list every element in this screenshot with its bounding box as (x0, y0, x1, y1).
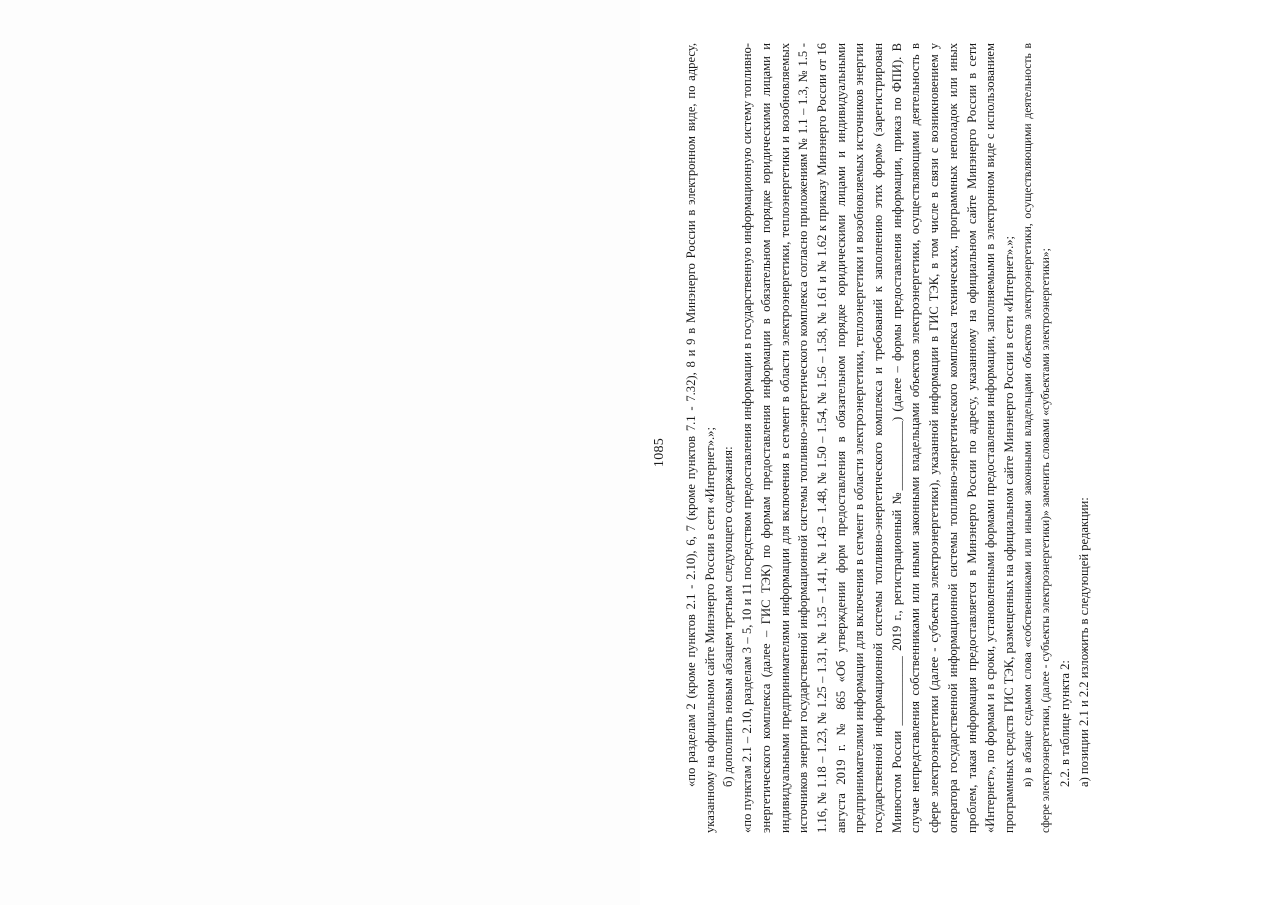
paragraph-positions-2-1-2-2: а) позиции 2.1 и 2.2 изложить в следующей редакции: (1076, 497, 1091, 787)
paragraph-add-third: б) дополнить новым абзацем третьим следующего содержания: (721, 446, 736, 787)
paragraph-schedule-electronic: «по разделам 2 (кроме пунктов 2.1 - 2.10), 6, 7 (кроме пунктов 7.1 - 7.32), 8 и 9 в Минэнерго России в электронном виде, по адресу, указанному на официальном сайте Минэнерго России в сети «Интернет».»; (684, 43, 717, 833)
rotated-page-content (640, 0, 1280, 905)
paragraph-replace-words: в) в абзаце седьмом слова «собственниками или иными законными владельцами объектов электроэнергетики, осуществляющими деятельность в сфере электроэнергетики, (далее - субъекты электроэнергетики)» заменить словами «субъектами электроэнергетики»; (1020, 43, 1053, 833)
page-number: 1085 (652, 437, 667, 468)
paragraph-table-point-2: 2.2. в таблице пункта 2: (1058, 660, 1073, 787)
paragraph-gis-tek: «по пунктам 2.1 – 2.10, разделам 3 – 5, 10 и 11 посредством предоставления информации в государственную информационную систему топливно-энергетического комплекса (далее – ГИС ТЭК) по формам предоставления информации в обязательном порядке юридическими лицами и индивидуальными предпринимателями информации для включения в сегмент в области электроэнергетики, теплоэнергетики и возобновляемых источников энергии государственной информационной системы топливно-энергетического комплекса согласно приложениям № 1.1 – 1.3, № 1.5 - 1.16, № 1.18 – 1.23, № 1.25 – 1.31, № 1.35 – 1.41, № 1.43 – 1.48, № 1.50 – 1.54, № 1.56 – 1.58, № 1.61 и № 1.62 к приказу Минэнерго России от 16 августа 2019 г. № 865 «Об утверждении форм предоставления в обязательном порядке юридическими лицами и индивидуальными предпринимателями информации для включения в сегмент в области электроэнергетики, теплоэнергетики и возобновляемых источников энергии государственной информационной системы топливно-энергетического комплекса и требований к заполнению этих форм» (зарегистрирован Минюстом России ___________ 2019 г., регистрационный №___________) (далее – формы предоставления информации, приказ по ФПИ). В случае непредставления собственниками или иными законными владельцами объектов электроэнергетики, осуществляющими деятельность в сфере электроэнергетики (далее - субъекты электроэнергетики), указанной информации в ГИС ТЭК, в том числе в связи с возникновением у оператора государственной информационной системы топливно-энергетического комплекса технических, программных неполадок или иных проблем, такая информация предоставляется в Минэнерго России по адресу, указанному на официальном сайте Минэнерго России в сети «Интернет», по формам и в сроки, установленными формами предоставления информации, заполняемыми в электронном виде с использованием программных средств ГИС ТЭК, размещенных на официальном сайте Минэнерго России в сети «Интернет».»; (740, 43, 1016, 833)
document-body (682, 43, 1093, 833)
